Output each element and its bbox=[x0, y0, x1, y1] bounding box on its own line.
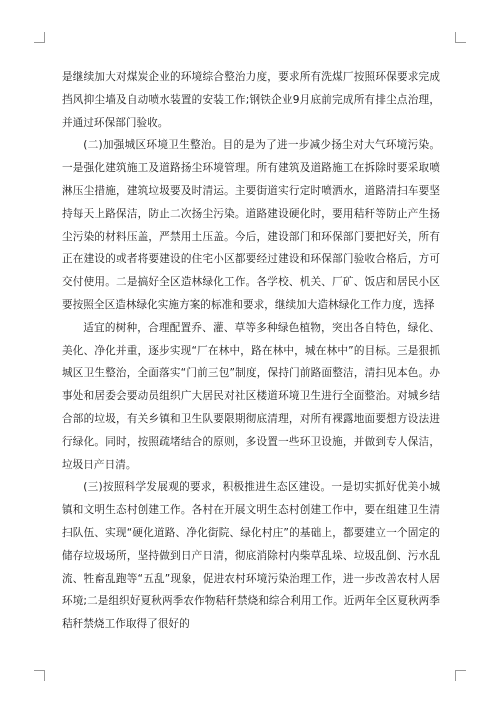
paragraph-greening-continued: 适宜的树种，合理配置乔、灌、草等多种绿色植物，突出各自特色，绿化、美化、净化并重，逐步实现“厂在林中，路在林中，城在林中”的目标。三是狠抓城区卫生整治，全面落实“门前三包”制度，保持门前路面整洁，清扫见本色。办事处和居委会要动员组织广大居民对社区楼道环境卫生进行全面整治。对城乡结合部的垃圾，有关乡镇和卫生队要限期彻底清理，对所有裸露地面要想方设法进行绿化。同时，按照疏堵结合的原则，多设置一些环卫设施，并做到专人保洁，垃圾日产日清。 bbox=[62, 321, 440, 471]
paragraph-continuation: 是继续加大对煤炭企业的环境综合整治力度，要求所有洗煤厂按照环保要求完成挡风抑尘墙及自动喷水装置的安装工作;钢铁企业9月底前完成所有排尘点治理，并通过环保部门验收。 bbox=[62, 71, 440, 129]
page-corner-mark-bottom-right bbox=[455, 670, 466, 681]
page-corner-mark-top-right bbox=[455, 32, 466, 43]
paragraph-urban-sanitation: (二)加强城区环境卫生整治。目的是为了进一步减少扬尘对大气环境污染。一是强化建筑施工及道路扬尘环境管理。所有建筑及道路施工在拆除时要采取喷淋压尘措施，建筑垃圾要及时清运。主要街道实行定时喷洒水，道路清扫车要坚持每天上路保洁，防止二次扬尘污染。道路建设硬化时，要用秸秆等防止产生扬尘污染的材料压盖，严禁用土压盖。今后，建设部门和环保部门要把好关，所有正在建设的或者将要建设的住宅小区都要经过建设和环保部门验收合格后，方可交付使用。二是搞好全区造林绿化工作。各学校、机关、厂矿、饭店和居民小区要按照全区造林绿化实施方案的标准和要求，继续加大造林绿化工作力度，选择 bbox=[62, 139, 440, 311]
page-corner-mark-bottom-left bbox=[34, 670, 45, 681]
paragraph-ecological-district: (三)按照科学发展观的要求，积极推进生态区建设。一是切实抓好优美小城镇和文明生态村创建工作。各村在开展文明生态村创建工作中，要在组建卫生清扫队伍、实现“硬化道路、净化街院、绿化村庄”的基础上，都要建立一个固定的储存垃圾场所，坚持做到日产日清，彻底消除村内柴草乱垛、垃圾乱倒、污水乱流、牲畜乱跑等“五乱”现象，促进农村环境污染治理工作，进一步改善农村人居环境;二是组织好夏秋两季农作物秸秆禁烧和综合利用工作。近两年全区夏秋两季秸秆禁烧工作取得了很好的 bbox=[62, 481, 440, 631]
page-corner-mark-top-left bbox=[34, 32, 45, 43]
document-body bbox=[62, 66, 440, 636]
